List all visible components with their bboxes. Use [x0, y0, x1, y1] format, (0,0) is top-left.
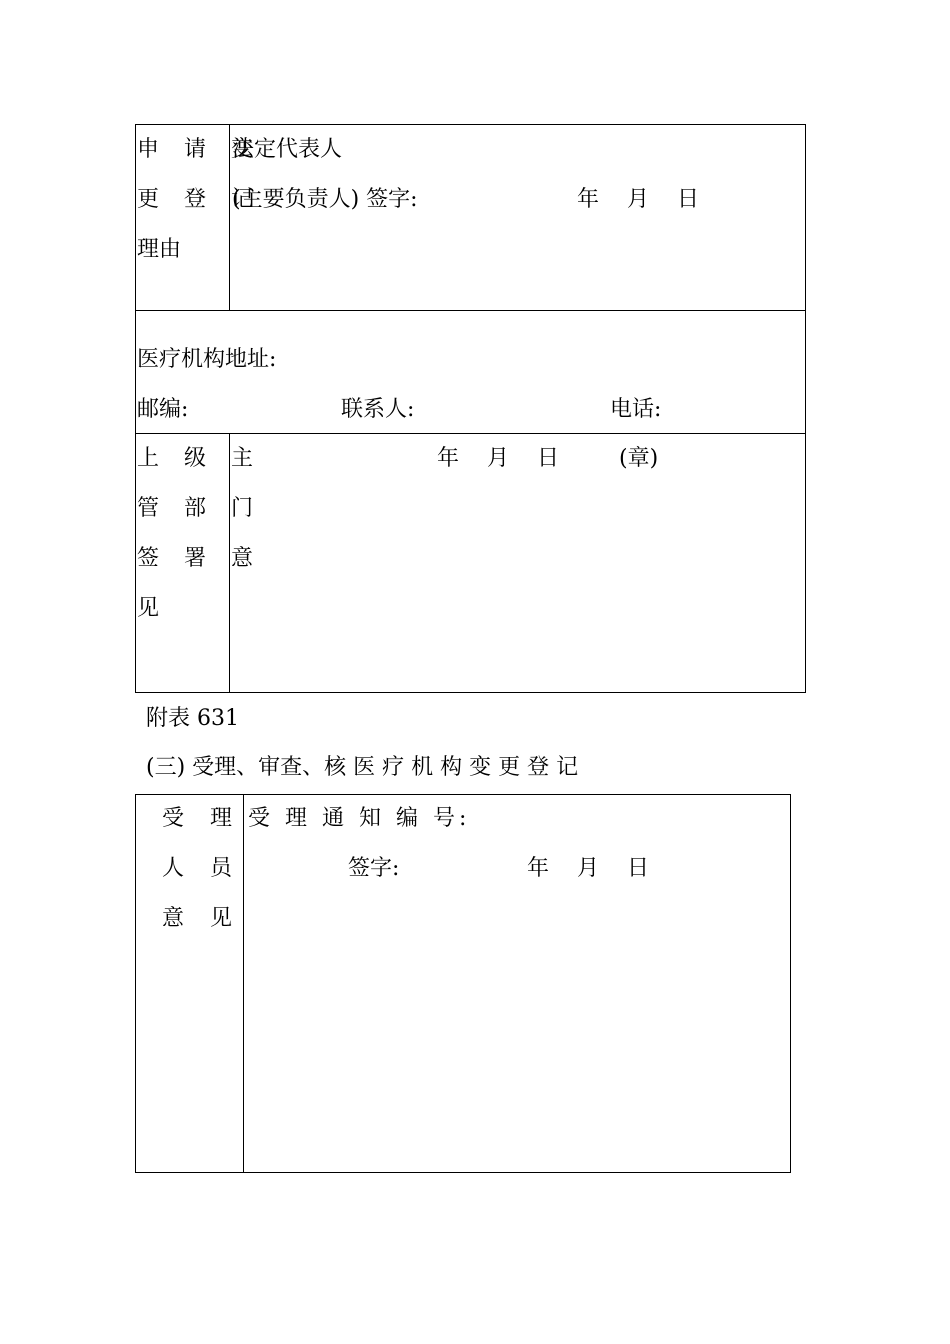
supervisor-label-line-3: 签 署 意 [137, 546, 262, 571]
table2-left-border [135, 794, 136, 1173]
table1-row-divider-1 [135, 310, 806, 311]
supervisor-label-line-4: 见 [137, 596, 160, 621]
supervisor-label-line-2: 管 部 门 [137, 496, 262, 521]
contact-person-label: 联系人: [341, 397, 415, 422]
table1-top-border [135, 124, 806, 125]
acceptor-label-line-3: 意 见 [162, 906, 236, 931]
institution-address-label: 医疗机构地址: [137, 347, 277, 372]
postcode-label: 邮编: [137, 397, 189, 422]
reason-label-line-2: 更 登 记 [137, 187, 262, 212]
seal-label: (章) [619, 446, 659, 471]
table1-bottom-border [135, 692, 806, 693]
legal-representative-label: 法定代表人 [232, 137, 343, 162]
table1-left-border [135, 124, 136, 693]
reason-label-line-3: 理由 [137, 237, 182, 262]
table1-right-border [805, 124, 806, 693]
phone-label: 电话: [610, 397, 662, 422]
signature-date-2: 年 月 日 [437, 446, 559, 471]
table1-row-divider-2 [135, 433, 806, 434]
acceptor-signature-label: 签字: [348, 856, 400, 881]
section-title: (三) 受理、审查、核 医 疗 机 构 变 更 登 记 [146, 755, 579, 780]
table2-bottom-border [135, 1172, 791, 1173]
supervisor-label-line-1: 上 级 主 [137, 446, 262, 471]
table2-top-border [135, 794, 791, 795]
signature-date-1: 年 月 日 [577, 187, 699, 212]
acceptor-signature-date: 年 月 日 [527, 856, 649, 881]
table2-right-border [790, 794, 791, 1173]
appendix-label: 附表 631 [146, 706, 239, 731]
acceptor-label-line-1: 受 理 [162, 806, 236, 831]
acceptor-label-line-2: 人 员 [162, 856, 236, 881]
reason-label-line-1: 申 请 变 [137, 137, 262, 162]
table2-col-divider [243, 794, 244, 1173]
acceptance-notice-number-label: 受 理 通 知 编 号: [248, 806, 471, 831]
legal-representative-signature-label: (主要负责人) 签字: [232, 187, 418, 212]
